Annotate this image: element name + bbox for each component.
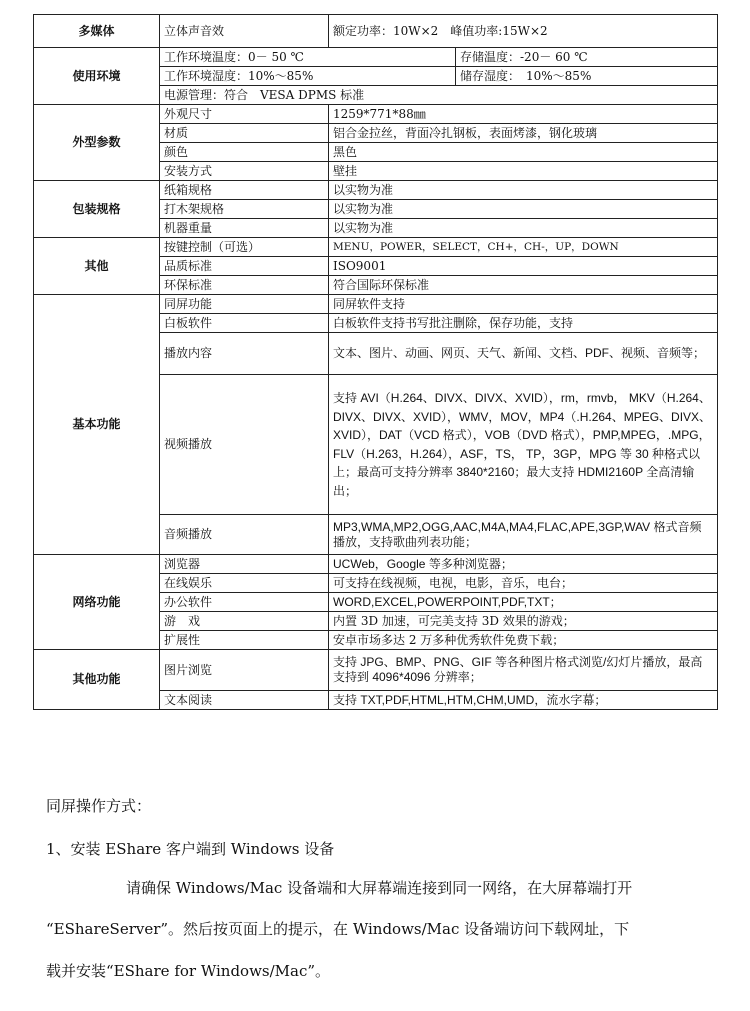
spec-value: MP3,WMA,MP2,OGG,AAC,M4A,MA4,FLAC,APE,3GP,WAV 格式音频播放，支持歌曲列表功能； [329, 515, 718, 555]
table-row [34, 238, 718, 257]
spec-label: 白板软件 [160, 314, 329, 333]
spec-label: 材质 [160, 124, 329, 143]
spec-value: 文本、图片、动画、网页、天气、新闻、文档、PDF、视频、音频等； [329, 333, 718, 375]
instruction-line: “EShareServer”。然后按页面上的提示，在 Windows/Mac 设备端访问下载网址，下 [46, 920, 630, 938]
spec-label: 立体声音效 [160, 15, 329, 48]
spec-label: 外观尺寸 [160, 105, 329, 124]
spec-value: 储存湿度： 10%～85% [456, 67, 718, 86]
spec-label: 音频播放 [160, 515, 329, 555]
spec-value: 以实物为准 [329, 219, 718, 238]
spec-label: 安装方式 [160, 162, 329, 181]
spec-value: 以实物为准 [329, 200, 718, 219]
spec-value: 支持 AVI（H.264、DIVX、DIVX、XVID），rm，rmvb， MKV（H.264、DIVX、DIVX、XVID），WMV，MOV，MP4（.H.264、MPEG、DIVX、XVID），DAT（VCD 格式），VOB（DVD 格式），PMP,MPEG，.MPG， FLV（H.263，H.264），ASF，TS， TP，3GP，MPG 等 30 种格式以上；最高可支持分辨率 3840*2160；最大支持 HDMI2160P 全高清输出； [329, 375, 718, 515]
spec-label: 品质标准 [160, 257, 329, 276]
section-heading: 同屏操作方式： [46, 797, 152, 815]
spec-value: 安卓市场多达 2 万多种优秀软件免费下载； [329, 631, 718, 650]
spec-label: 颜色 [160, 143, 329, 162]
table-row [34, 181, 718, 200]
spec-value: 白板软件支持书写批注删除，保存功能，支持 [329, 314, 718, 333]
spec-value: 同屏软件支持 [329, 295, 718, 314]
spec-value: 1259*771*88㎜ [329, 105, 718, 124]
instruction-line: 载并安装“EShare for Windows/Mac”。 [46, 962, 331, 980]
spec-value: WORD,EXCEL,POWERPOINT,PDF,TXT； [329, 593, 718, 612]
spec-label: 工作环境湿度：10%～85% [160, 67, 456, 86]
spec-value: 内置 3D 加速，可完美支持 3D 效果的游戏； [329, 612, 718, 631]
spec-label: 播放内容 [160, 333, 329, 375]
category-basic: 基本功能 [34, 295, 160, 555]
spec-label: 游 戏 [160, 612, 329, 631]
spec-value: 黑色 [329, 143, 718, 162]
spec-value: 额定功率：10W×2 峰值功率:15W×2 [329, 15, 718, 48]
step-title: 1、安装 EShare 客户端到 Windows 设备 [46, 840, 335, 858]
category-other: 其他 [34, 238, 160, 295]
spec-label: 按键控制（可选） [160, 238, 329, 257]
table-row [34, 650, 718, 691]
instruction-line: 请确保 Windows/Mac 设备端和大屏幕端连接到同一网络，在大屏幕端打开 [126, 879, 633, 897]
category-network: 网络功能 [34, 555, 160, 650]
spec-label: 视频播放 [160, 375, 329, 515]
spec-value: UCWeb，Google 等多种浏览器； [329, 555, 718, 574]
spec-label: 打木架规格 [160, 200, 329, 219]
spec-label: 机器重量 [160, 219, 329, 238]
spec-value: MENU，POWER，SELECT，CH+，CH-，UP，DOWN [329, 238, 718, 257]
spec-label: 环保标准 [160, 276, 329, 295]
spec-table [33, 14, 718, 710]
table-row [34, 15, 718, 48]
category-packaging: 包装规格 [34, 181, 160, 238]
spec-label: 办公软件 [160, 593, 329, 612]
spec-label: 电源管理：符合 VESA DPMS 标准 [160, 86, 718, 105]
spec-value: 壁挂 [329, 162, 718, 181]
spec-label: 文本阅读 [160, 691, 329, 710]
spec-value: 支持 TXT,PDF,HTML,HTM,CHM,UMD，流水字幕； [329, 691, 718, 710]
spec-label: 浏览器 [160, 555, 329, 574]
spec-label: 在线娱乐 [160, 574, 329, 593]
table-row [34, 105, 718, 124]
spec-label: 图片浏览 [160, 650, 329, 691]
spec-value: 铝合金拉丝，背面冷扎钢板，表面烤漆，钢化玻璃 [329, 124, 718, 143]
table-row [34, 295, 718, 314]
category-environment: 使用环境 [34, 48, 160, 105]
spec-label: 扩展性 [160, 631, 329, 650]
category-extra: 其他功能 [34, 650, 160, 710]
spec-label: 同屏功能 [160, 295, 329, 314]
spec-label: 纸箱规格 [160, 181, 329, 200]
spec-value: 支持 JPG、BMP、PNG、GIF 等各种图片格式浏览/幻灯片播放，最高支持到 4096*4096 分辨率； [329, 650, 718, 691]
spec-value: 符合国际环保标准 [329, 276, 718, 295]
table-row [34, 555, 718, 574]
category-appearance: 外型参数 [34, 105, 160, 181]
spec-value: ISO9001 [329, 257, 718, 276]
spec-value: 存储温度：-20－ 60 ℃ [456, 48, 718, 67]
spec-value: 以实物为准 [329, 181, 718, 200]
table-row [34, 48, 718, 67]
spec-label: 工作环境温度：0－ 50 ℃ [160, 48, 456, 67]
category-multimedia: 多媒体 [34, 15, 160, 48]
spec-value: 可支持在线视频，电视，电影，音乐，电台； [329, 574, 718, 593]
